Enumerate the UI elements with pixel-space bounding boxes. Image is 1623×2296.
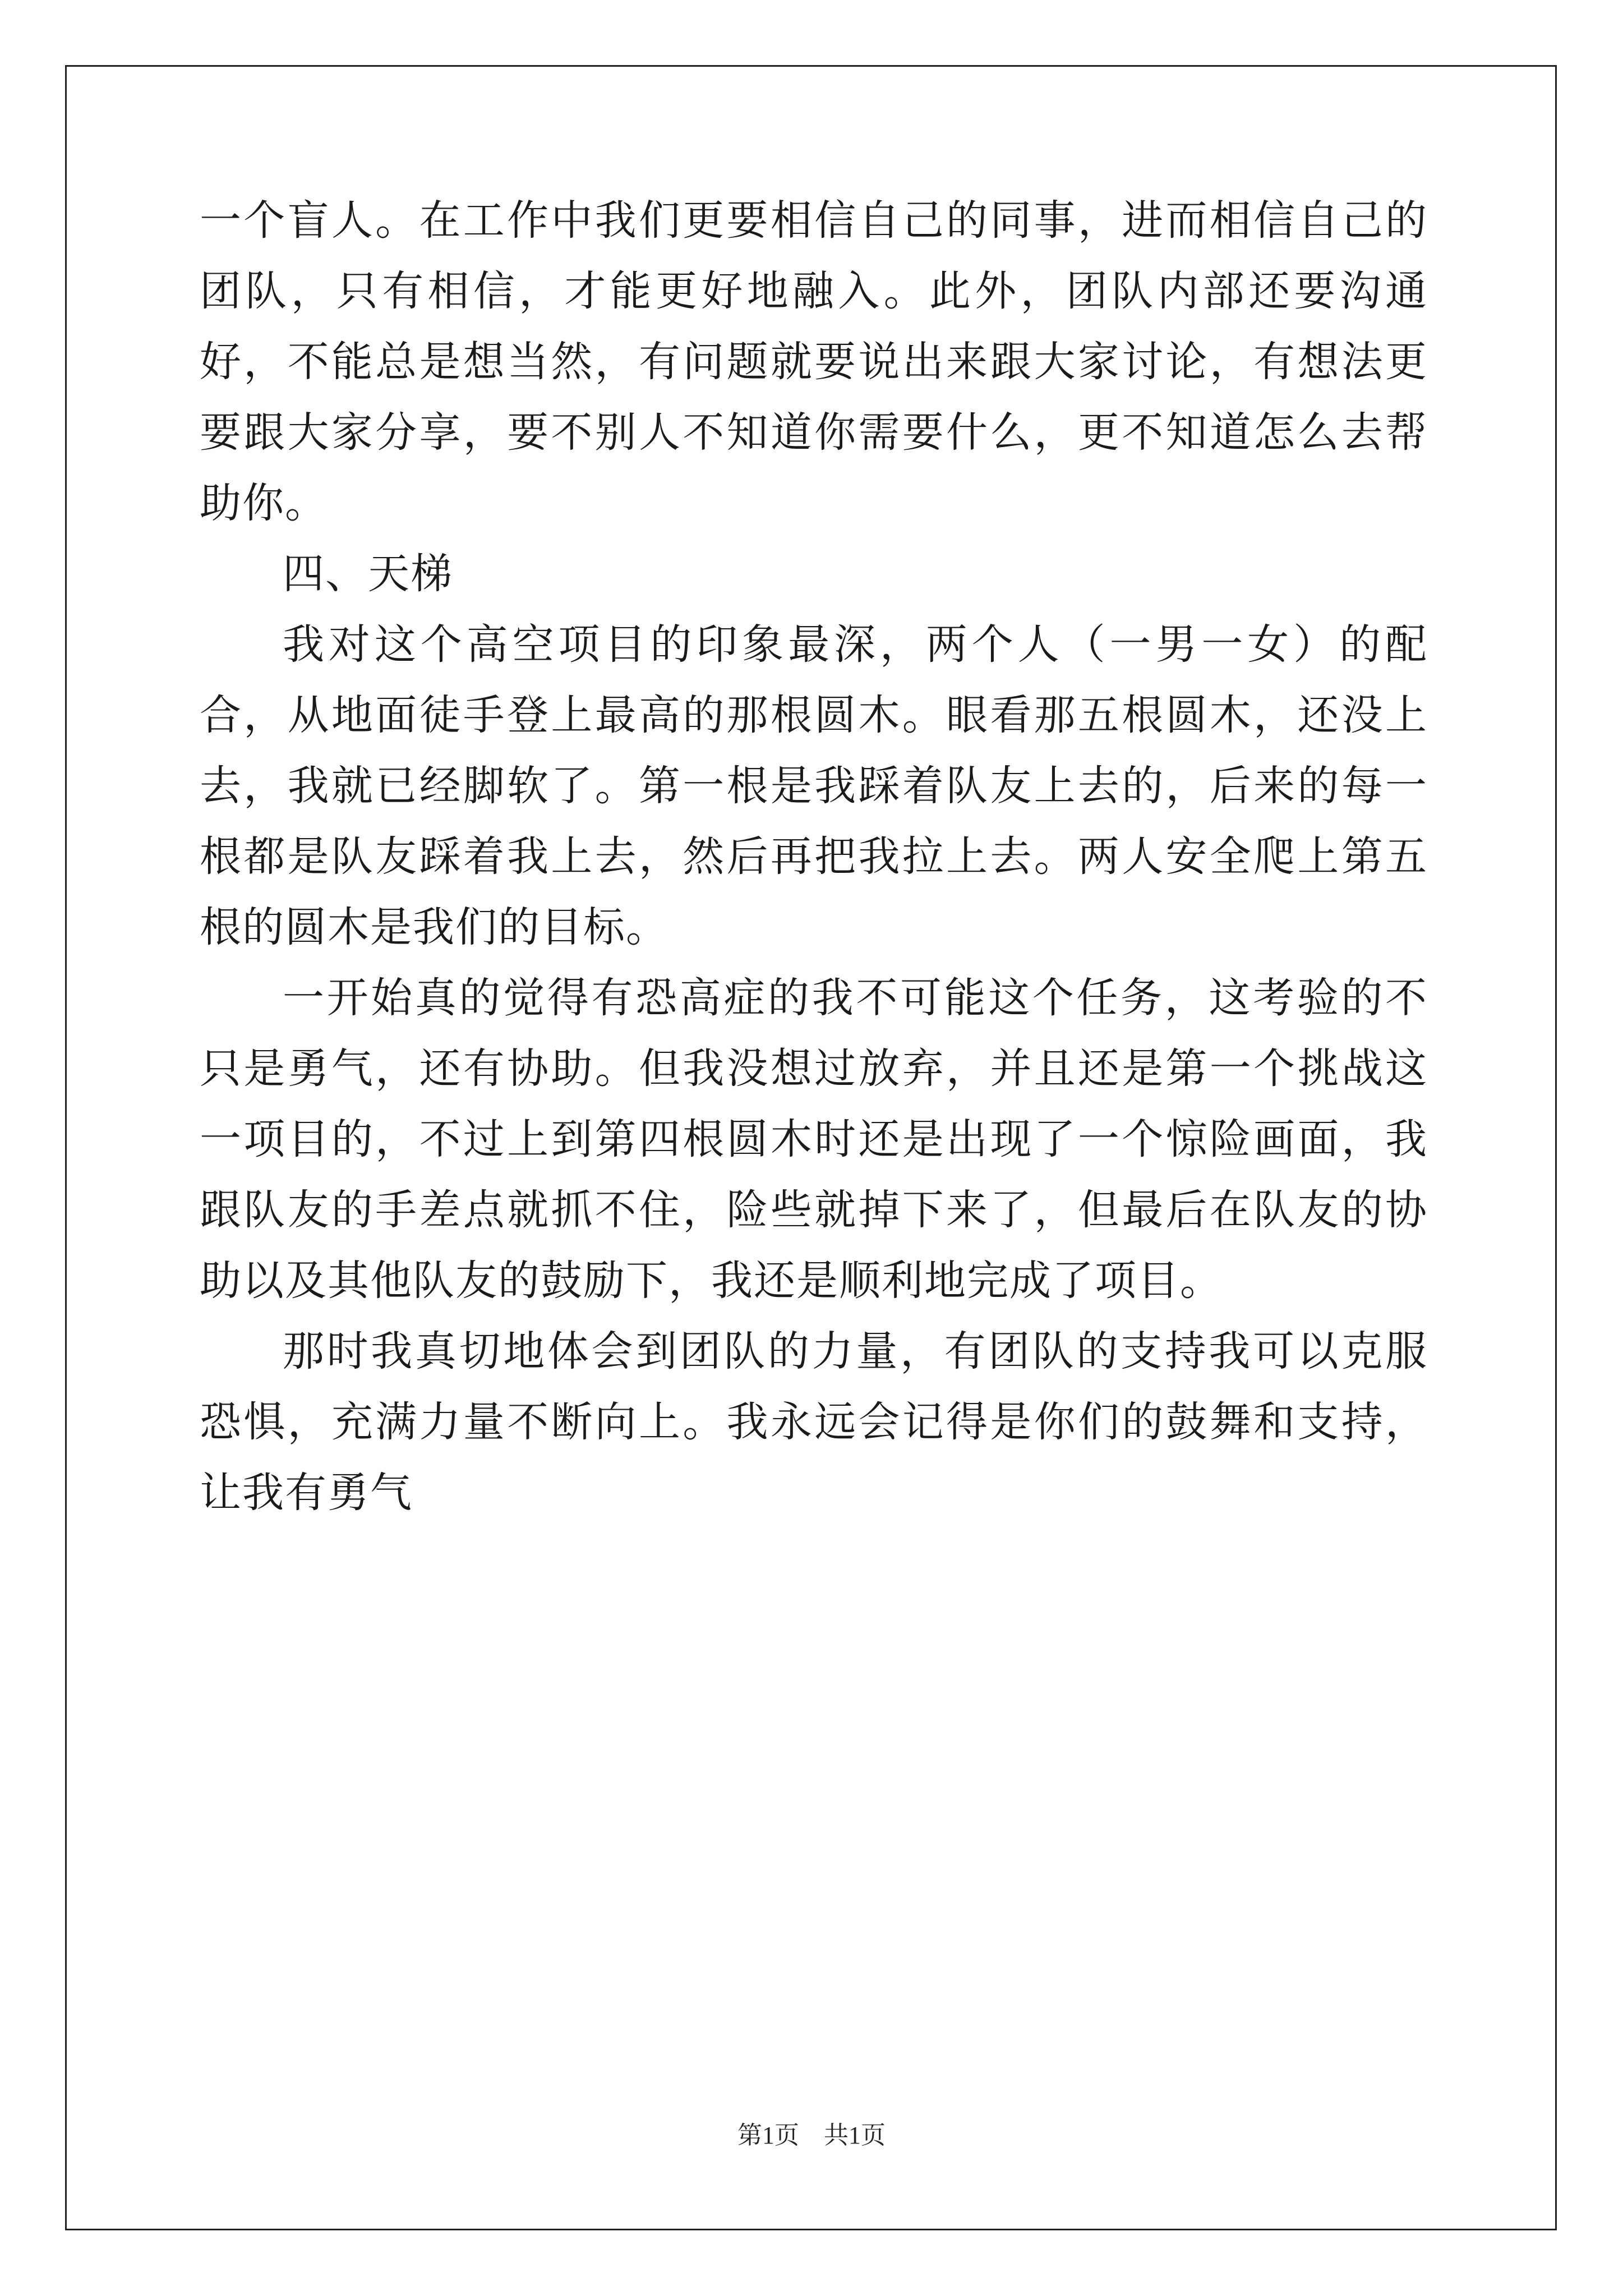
page-footer (0, 2115, 1623, 2151)
paragraph: 我对这个高空项目的印象最深，两个人（一男一女）的配合，从地面徒手登上最高的那根圆木。眼看那五根圆木，还没上去，我就已经脚软了。第一根是我踩着队友上去的，后来的每一根都是队友踩着我上去，然后再把我拉上去。两人安全爬上第五根的圆木是我们的目标。 (200, 620, 1428, 951)
section-heading: 四、天梯 (283, 550, 453, 598)
page-number: 第1页 (737, 2122, 799, 2149)
paragraph: 那时我真切地体会到团队的力量，有团队的支持我可以克服恐惧，充满力量不断向上。我永远会记得是你们的鼓舞和支持，让我有勇气 (200, 1327, 1428, 1517)
paragraph: 一个盲人。在工作中我们更要相信自己的同事，进而相信自己的团队，只有相信，才能更好地融入。此外，团队内部还要沟通好，不能总是想当然，有问题就要说出来跟大家讨论，有想法更要跟大家分享，要不别人不知道你需要什么，更不知道怎么去帮助你。 (200, 196, 1428, 527)
page-total: 共1页 (824, 2122, 886, 2149)
document-body (200, 185, 1428, 1528)
paragraph: 一开始真的觉得有恐高症的我不可能这个任务，这考验的不只是勇气，还有协助。但我没想过放弃，并且还是第一个挑战这一项目的，不过上到第四根圆木时还是出现了一个惊险画面，我跟队友的手差点就抓不住，险些就掉下来了，但最后在队友的协助以及其他队友的鼓励下，我还是顺利地完成了项目。 (200, 974, 1428, 1305)
